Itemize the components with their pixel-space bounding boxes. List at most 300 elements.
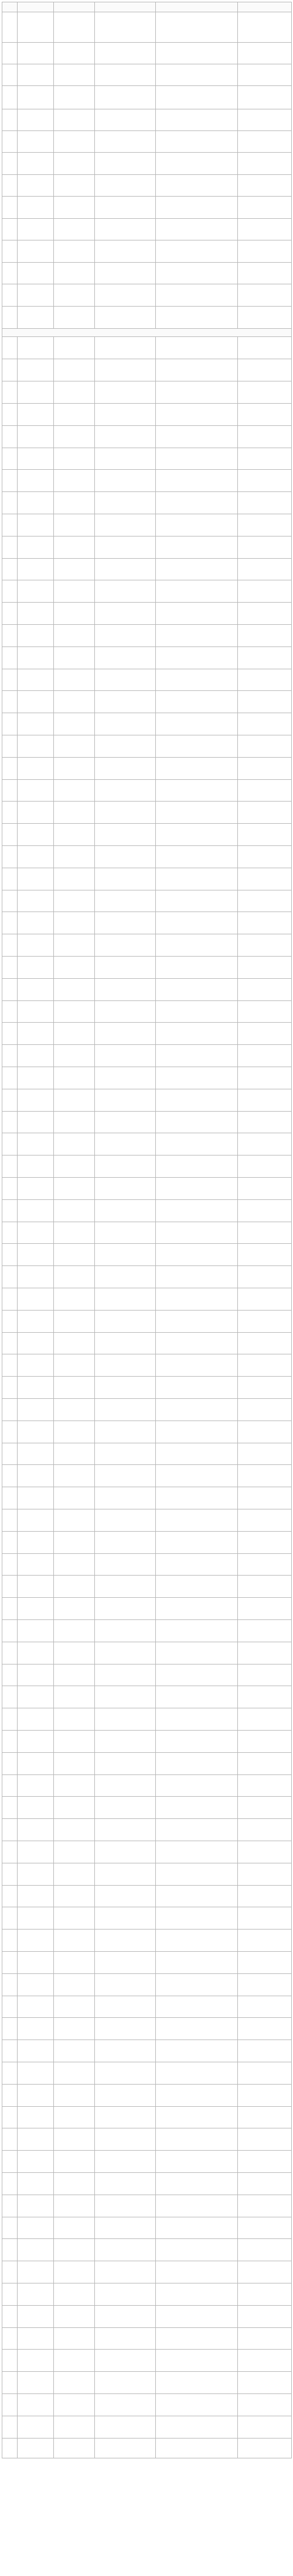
table-row xyxy=(2,580,292,603)
table-row xyxy=(2,64,292,86)
table-cell xyxy=(54,1244,95,1266)
table-cell xyxy=(54,1067,95,1089)
table-cell xyxy=(2,1377,18,1399)
table-cell xyxy=(95,1155,156,1178)
table-cell xyxy=(156,1067,238,1089)
table-cell xyxy=(95,1554,156,1576)
table-cell xyxy=(238,2062,292,2085)
table-cell xyxy=(156,912,238,934)
table-row xyxy=(2,1023,292,1045)
table-cell xyxy=(54,2328,95,2350)
table-cell xyxy=(54,307,95,329)
table-cell xyxy=(18,2107,54,2128)
table-cell xyxy=(54,1045,95,1067)
table-cell xyxy=(95,1664,156,1686)
table-cell xyxy=(95,780,156,802)
table-cell xyxy=(2,1465,18,1487)
table-cell xyxy=(95,1133,156,1155)
table-cell xyxy=(18,1576,54,1598)
table-cell xyxy=(156,426,238,448)
table-cell xyxy=(95,890,156,912)
table-cell xyxy=(2,1133,18,1155)
table-cell xyxy=(54,1443,95,1465)
table-cell xyxy=(18,580,54,603)
table-row xyxy=(2,337,292,359)
table-cell xyxy=(54,1863,95,1886)
table-cell xyxy=(238,359,292,381)
table-cell xyxy=(238,307,292,329)
table-cell xyxy=(54,2394,95,2416)
table-cell xyxy=(54,448,95,470)
table-cell xyxy=(156,669,238,691)
table-row xyxy=(2,1708,292,1731)
table-cell xyxy=(2,64,18,86)
table-cell xyxy=(156,2239,238,2261)
table-cell xyxy=(18,470,54,492)
table-cell xyxy=(95,175,156,197)
table-cell xyxy=(95,735,156,758)
table-cell xyxy=(95,1974,156,1996)
table-cell xyxy=(18,780,54,802)
table-cell xyxy=(238,381,292,404)
table-cell xyxy=(238,1244,292,1266)
table-cell xyxy=(238,1377,292,1399)
table-cell xyxy=(54,957,95,979)
table-cell xyxy=(238,1465,292,1487)
table-cell xyxy=(156,2062,238,2085)
table-cell xyxy=(2,2394,18,2416)
table-cell xyxy=(95,263,156,284)
table-cell xyxy=(95,448,156,470)
table-cell xyxy=(238,2416,292,2439)
table-row xyxy=(2,514,292,536)
table-row xyxy=(2,1532,292,1554)
table-row xyxy=(2,1952,292,1974)
table-row xyxy=(2,359,292,381)
table-cell xyxy=(18,536,54,559)
table-cell xyxy=(156,559,238,580)
table-cell xyxy=(238,1288,292,1311)
table-cell xyxy=(156,2372,238,2394)
table-row xyxy=(2,12,292,43)
table-cell xyxy=(2,713,18,735)
table-cell xyxy=(238,2085,292,2107)
table-cell xyxy=(2,1266,18,1288)
table-cell xyxy=(156,2328,238,2350)
table-cell xyxy=(18,2239,54,2261)
table-cell xyxy=(18,979,54,1001)
table-cell xyxy=(2,470,18,492)
table-row xyxy=(2,1930,292,1952)
table-cell xyxy=(54,1089,95,1112)
table-cell xyxy=(18,1708,54,1731)
table-cell xyxy=(95,1023,156,1045)
table-cell xyxy=(95,2261,156,2283)
table-cell xyxy=(2,219,18,240)
table-cell xyxy=(18,868,54,890)
table-row xyxy=(2,1288,292,1311)
notice-text xyxy=(2,329,292,337)
table-row xyxy=(2,1112,292,1133)
table-cell xyxy=(95,404,156,426)
table-cell xyxy=(2,1642,18,1664)
table-cell xyxy=(156,758,238,780)
table-cell xyxy=(18,1023,54,1045)
table-cell xyxy=(2,536,18,559)
table-row xyxy=(2,2350,292,2372)
table-cell xyxy=(238,175,292,197)
table-cell xyxy=(238,1797,292,1819)
table-cell xyxy=(95,1930,156,1952)
table-cell xyxy=(54,1598,95,1620)
table-row xyxy=(2,1443,292,1465)
table-cell xyxy=(54,1819,95,1841)
table-row xyxy=(2,1222,292,1244)
table-cell xyxy=(54,647,95,669)
table-cell xyxy=(156,2195,238,2217)
table-cell xyxy=(156,1001,238,1023)
table-cell xyxy=(95,86,156,109)
table-cell xyxy=(95,1819,156,1841)
table-row xyxy=(2,1200,292,1222)
table-cell xyxy=(18,2328,54,2350)
table-cell xyxy=(238,1996,292,2018)
table-row xyxy=(2,559,292,580)
table-cell xyxy=(95,1333,156,1354)
table-cell xyxy=(156,2261,238,2283)
table-cell xyxy=(95,284,156,307)
table-cell xyxy=(54,1642,95,1664)
table-cell xyxy=(54,153,95,175)
table-cell xyxy=(95,2217,156,2239)
table-cell xyxy=(156,448,238,470)
table-cell xyxy=(95,647,156,669)
table-cell xyxy=(18,1001,54,1023)
table-cell xyxy=(54,1377,95,1399)
table-cell xyxy=(156,263,238,284)
table-row xyxy=(2,470,292,492)
table-row xyxy=(2,1642,292,1664)
table-row xyxy=(2,2328,292,2350)
table-cell xyxy=(54,1841,95,1863)
table-cell xyxy=(18,1554,54,1576)
table-cell xyxy=(95,802,156,824)
table-cell xyxy=(238,43,292,64)
table-cell xyxy=(95,1311,156,1333)
table-cell xyxy=(95,64,156,86)
table-cell xyxy=(54,868,95,890)
table-cell xyxy=(95,1708,156,1731)
table-cell xyxy=(54,2128,95,2151)
table-cell xyxy=(54,1930,95,1952)
table-row xyxy=(2,1974,292,1996)
table-cell xyxy=(54,2350,95,2372)
table-cell xyxy=(2,284,18,307)
table-cell xyxy=(238,2173,292,2195)
column-header xyxy=(156,2,238,12)
table-cell xyxy=(156,109,238,131)
table-cell xyxy=(18,2416,54,2439)
table-cell xyxy=(156,337,238,359)
table-cell xyxy=(18,197,54,219)
table-cell xyxy=(54,197,95,219)
table-cell xyxy=(18,1775,54,1797)
table-cell xyxy=(54,109,95,131)
table-cell xyxy=(18,758,54,780)
table-cell xyxy=(2,868,18,890)
table-cell xyxy=(2,2018,18,2040)
table-row xyxy=(2,2062,292,2085)
table-cell xyxy=(95,2107,156,2128)
table-cell xyxy=(2,2239,18,2261)
table-cell xyxy=(238,691,292,713)
table-cell xyxy=(238,1708,292,1731)
table-cell xyxy=(156,1863,238,1886)
table-cell xyxy=(54,12,95,43)
table-cell xyxy=(156,1554,238,1576)
table-cell xyxy=(156,2350,238,2372)
table-cell xyxy=(156,2306,238,2328)
table-cell xyxy=(238,1023,292,1045)
table-cell xyxy=(2,802,18,824)
table-cell xyxy=(18,131,54,153)
table-cell xyxy=(54,175,95,197)
table-cell xyxy=(95,1377,156,1399)
table-cell xyxy=(18,713,54,735)
table-cell xyxy=(54,43,95,64)
table-cell xyxy=(156,647,238,669)
table-cell xyxy=(95,1266,156,1288)
table-cell xyxy=(238,2328,292,2350)
table-cell xyxy=(238,426,292,448)
table-row xyxy=(2,758,292,780)
table-cell xyxy=(54,625,95,647)
table-cell xyxy=(2,647,18,669)
table-cell xyxy=(95,1487,156,1509)
table-cell xyxy=(54,86,95,109)
table-cell xyxy=(156,2085,238,2107)
table-cell xyxy=(2,2107,18,2128)
table-cell xyxy=(156,1288,238,1311)
table-cell xyxy=(18,1996,54,2018)
table-cell xyxy=(18,284,54,307)
table-cell xyxy=(2,559,18,580)
table-cell xyxy=(238,2018,292,2040)
table-cell xyxy=(18,337,54,359)
table-cell xyxy=(2,1863,18,1886)
table-cell xyxy=(54,890,95,912)
table-cell xyxy=(156,1045,238,1067)
table-row xyxy=(2,780,292,802)
table-cell xyxy=(238,2394,292,2416)
table-cell xyxy=(18,824,54,846)
table-cell xyxy=(95,1465,156,1487)
table-cell xyxy=(54,404,95,426)
table-cell xyxy=(54,2018,95,2040)
table-cell xyxy=(238,86,292,109)
table-row xyxy=(2,536,292,559)
column-header xyxy=(95,2,156,12)
table-cell xyxy=(95,1598,156,1620)
table-row xyxy=(2,1797,292,1819)
table-cell xyxy=(95,1753,156,1775)
table-cell xyxy=(54,2107,95,2128)
table-row xyxy=(2,2151,292,2173)
table-cell xyxy=(238,580,292,603)
table-cell xyxy=(95,1686,156,1708)
table-cell xyxy=(156,713,238,735)
table-cell xyxy=(18,2062,54,2085)
table-cell xyxy=(2,1775,18,1797)
table-cell xyxy=(18,691,54,713)
table-row xyxy=(2,846,292,868)
table-row xyxy=(2,669,292,691)
table-cell xyxy=(95,1112,156,1133)
table-cell xyxy=(54,669,95,691)
table-cell xyxy=(156,1155,238,1178)
table-cell xyxy=(238,1974,292,1996)
table-cell xyxy=(95,470,156,492)
table-cell xyxy=(238,1311,292,1333)
document-table xyxy=(2,2,292,2458)
table-cell xyxy=(156,1266,238,1288)
table-cell xyxy=(18,1112,54,1133)
table-cell xyxy=(238,713,292,735)
table-cell xyxy=(2,1576,18,1598)
table-cell xyxy=(18,1045,54,1067)
table-cell xyxy=(54,359,95,381)
table-cell xyxy=(238,1775,292,1797)
table-cell xyxy=(2,1907,18,1930)
table-cell xyxy=(95,957,156,979)
table-cell xyxy=(18,153,54,175)
table-cell xyxy=(95,514,156,536)
table-row xyxy=(2,934,292,957)
table-cell xyxy=(18,802,54,824)
table-cell xyxy=(2,240,18,263)
table-cell xyxy=(95,1244,156,1266)
table-cell xyxy=(2,2350,18,2372)
table-cell xyxy=(238,1200,292,1222)
table-cell xyxy=(95,1532,156,1554)
table-cell xyxy=(238,1067,292,1089)
table-cell xyxy=(95,2040,156,2062)
table-cell xyxy=(54,1620,95,1642)
table-cell xyxy=(156,1974,238,1996)
table-cell xyxy=(95,1863,156,1886)
table-cell xyxy=(2,824,18,846)
table-cell xyxy=(18,1133,54,1155)
table-cell xyxy=(156,1487,238,1509)
table-cell xyxy=(18,1354,54,1377)
table-cell xyxy=(95,758,156,780)
table-cell xyxy=(54,1001,95,1023)
table-cell xyxy=(18,43,54,64)
table-cell xyxy=(156,1664,238,1686)
table-row xyxy=(2,2394,292,2416)
table-cell xyxy=(238,2217,292,2239)
table-row xyxy=(2,131,292,153)
table-row xyxy=(2,1664,292,1686)
table-cell xyxy=(54,263,95,284)
table-cell xyxy=(238,1952,292,1974)
table-cell xyxy=(156,1886,238,1907)
table-cell xyxy=(238,1907,292,1930)
table-cell xyxy=(2,846,18,868)
table-cell xyxy=(54,580,95,603)
column-header xyxy=(238,2,292,12)
table-cell xyxy=(156,868,238,890)
table-cell xyxy=(54,284,95,307)
column-header xyxy=(2,2,18,12)
table-cell xyxy=(54,1178,95,1200)
table-cell xyxy=(156,1708,238,1731)
table-cell xyxy=(54,64,95,86)
table-cell xyxy=(54,603,95,625)
table-cell xyxy=(95,2173,156,2195)
table-cell xyxy=(18,1509,54,1532)
table-cell xyxy=(54,2261,95,2283)
table-cell xyxy=(95,359,156,381)
table-row xyxy=(2,1133,292,1155)
table-cell xyxy=(95,868,156,890)
table-cell xyxy=(18,1311,54,1333)
table-cell xyxy=(95,219,156,240)
table-cell xyxy=(95,691,156,713)
table-cell xyxy=(2,1487,18,1509)
table-cell xyxy=(2,1686,18,1708)
table-cell xyxy=(238,824,292,846)
table-row xyxy=(2,197,292,219)
table-cell xyxy=(95,153,156,175)
table-row xyxy=(2,307,292,329)
table-cell xyxy=(95,2085,156,2107)
table-cell xyxy=(95,43,156,64)
table-row xyxy=(2,492,292,514)
table-cell xyxy=(18,381,54,404)
table-row xyxy=(2,868,292,890)
table-cell xyxy=(2,2372,18,2394)
table-cell xyxy=(238,1333,292,1354)
table-cell xyxy=(18,1620,54,1642)
table-cell xyxy=(18,1841,54,1863)
table-row xyxy=(2,2018,292,2040)
table-row xyxy=(2,1863,292,1886)
table-cell xyxy=(18,426,54,448)
table-cell xyxy=(54,1421,95,1443)
table-cell xyxy=(95,381,156,404)
table-cell xyxy=(238,2040,292,2062)
table-cell xyxy=(2,448,18,470)
table-cell xyxy=(156,1178,238,1200)
column-header xyxy=(54,2,95,12)
table-cell xyxy=(54,802,95,824)
table-cell xyxy=(95,1288,156,1311)
table-cell xyxy=(156,957,238,979)
table-cell xyxy=(156,625,238,647)
table-cell xyxy=(54,1465,95,1487)
table-cell xyxy=(2,153,18,175)
table-cell xyxy=(2,1974,18,1996)
table-cell xyxy=(238,647,292,669)
table-cell xyxy=(238,669,292,691)
table-cell xyxy=(54,337,95,359)
table-cell xyxy=(2,1311,18,1333)
table-cell xyxy=(2,580,18,603)
table-cell xyxy=(238,219,292,240)
table-cell xyxy=(2,780,18,802)
table-cell xyxy=(2,957,18,979)
